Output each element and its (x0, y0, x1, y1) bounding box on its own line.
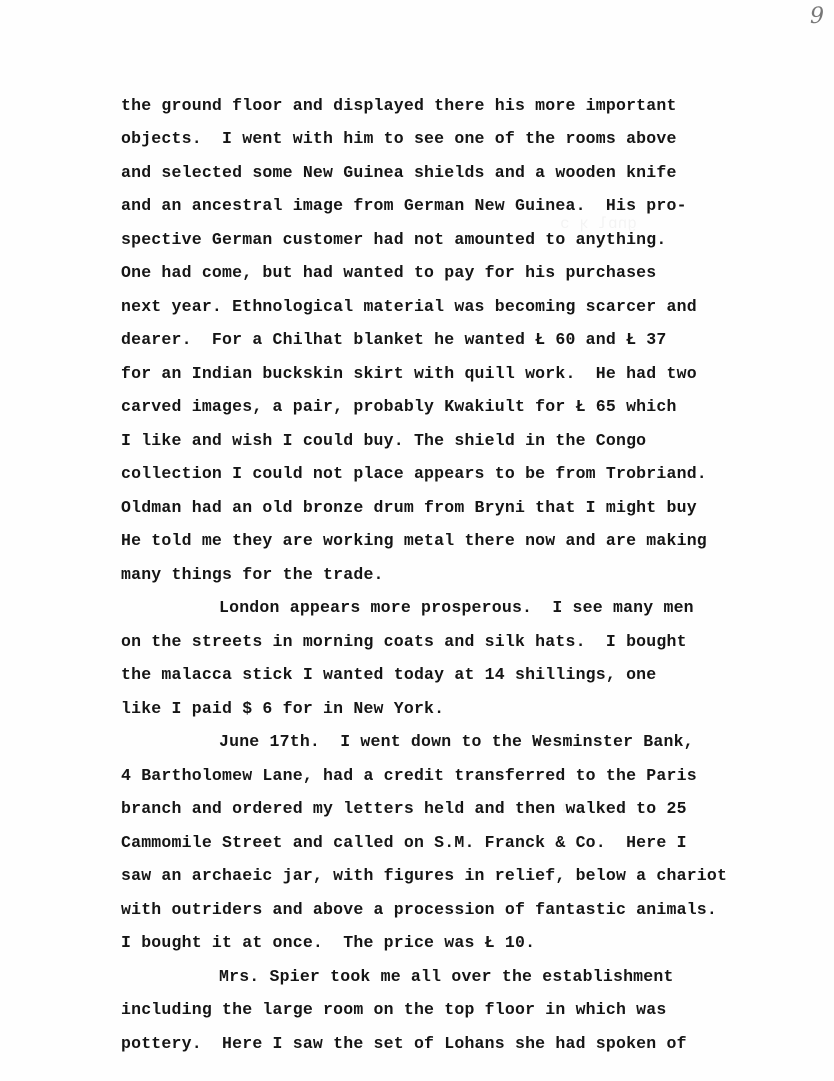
text-line: on the streets in morning coats and silk hats. I bought (121, 632, 687, 651)
text-line: the malacca stick I wanted today at 14 shillings, one (121, 665, 657, 684)
text-line: the ground floor and displayed there his more important (121, 96, 677, 115)
text-line: branch and ordered my letters held and then walked to 25 (121, 799, 687, 818)
text-line: collection I could not place appears to be from Trobriand. (121, 464, 707, 483)
text-line: like I paid $ 6 for in New York. (121, 699, 445, 718)
text-line: spective German customer had not amounted to anything. (121, 230, 667, 249)
text-line: with outriders and above a procession of fantastic animals. (121, 900, 717, 919)
text-line: He told me they are working metal there now and are making (121, 531, 707, 550)
text-line: many things for the trade. (121, 565, 384, 584)
text-line: 4 Bartholomew Lane, had a credit transferred to the Paris (121, 766, 697, 785)
text-line: for an Indian buckskin skirt with quill work. He had two (121, 364, 697, 383)
text-line: including the large room on the top floor in which was (121, 1000, 667, 1019)
text-line: and selected some New Guinea shields and a wooden knife (121, 163, 677, 182)
text-line: I like and wish I could buy. The shield in the Congo (121, 431, 647, 450)
text-line: next year. Ethnological material was becoming scarcer and (121, 297, 697, 316)
text-line: One had come, but had wanted to pay for his purchases (121, 263, 657, 282)
paragraph-first-line: London appears more prosperous. I see many men (219, 598, 694, 617)
text-line: carved images, a pair, probably Kwakiult for Ł 65 which (121, 397, 677, 416)
text-line: pottery. Here I saw the set of Lohans she had spoken of (121, 1034, 687, 1053)
text-line: Oldman had an old bronze drum from Bryni that I might buy (121, 498, 697, 517)
text-line: and an ancestral image from German New Guinea. His pro- (121, 196, 687, 215)
text-line: objects. I went with him to see one of the rooms above (121, 129, 677, 148)
page-number: 9 (810, 4, 824, 29)
text-line: Cammomile Street and called on S.M. Franck & Co. Here I (121, 833, 687, 852)
text-line: dearer. For a Chilhat blanket he wanted Ł 60 and Ł 37 (121, 330, 667, 349)
paragraph-first-line: June 17th. I went down to the Wesminster Bank, (219, 732, 694, 751)
paragraph-first-line: Mrs. Spier took me all over the establishment (219, 967, 674, 986)
text-line: saw an archaeic jar, with figures in relief, below a chariot (121, 866, 728, 885)
text-line: I bought it at once. The price was Ł 10. (121, 933, 536, 952)
